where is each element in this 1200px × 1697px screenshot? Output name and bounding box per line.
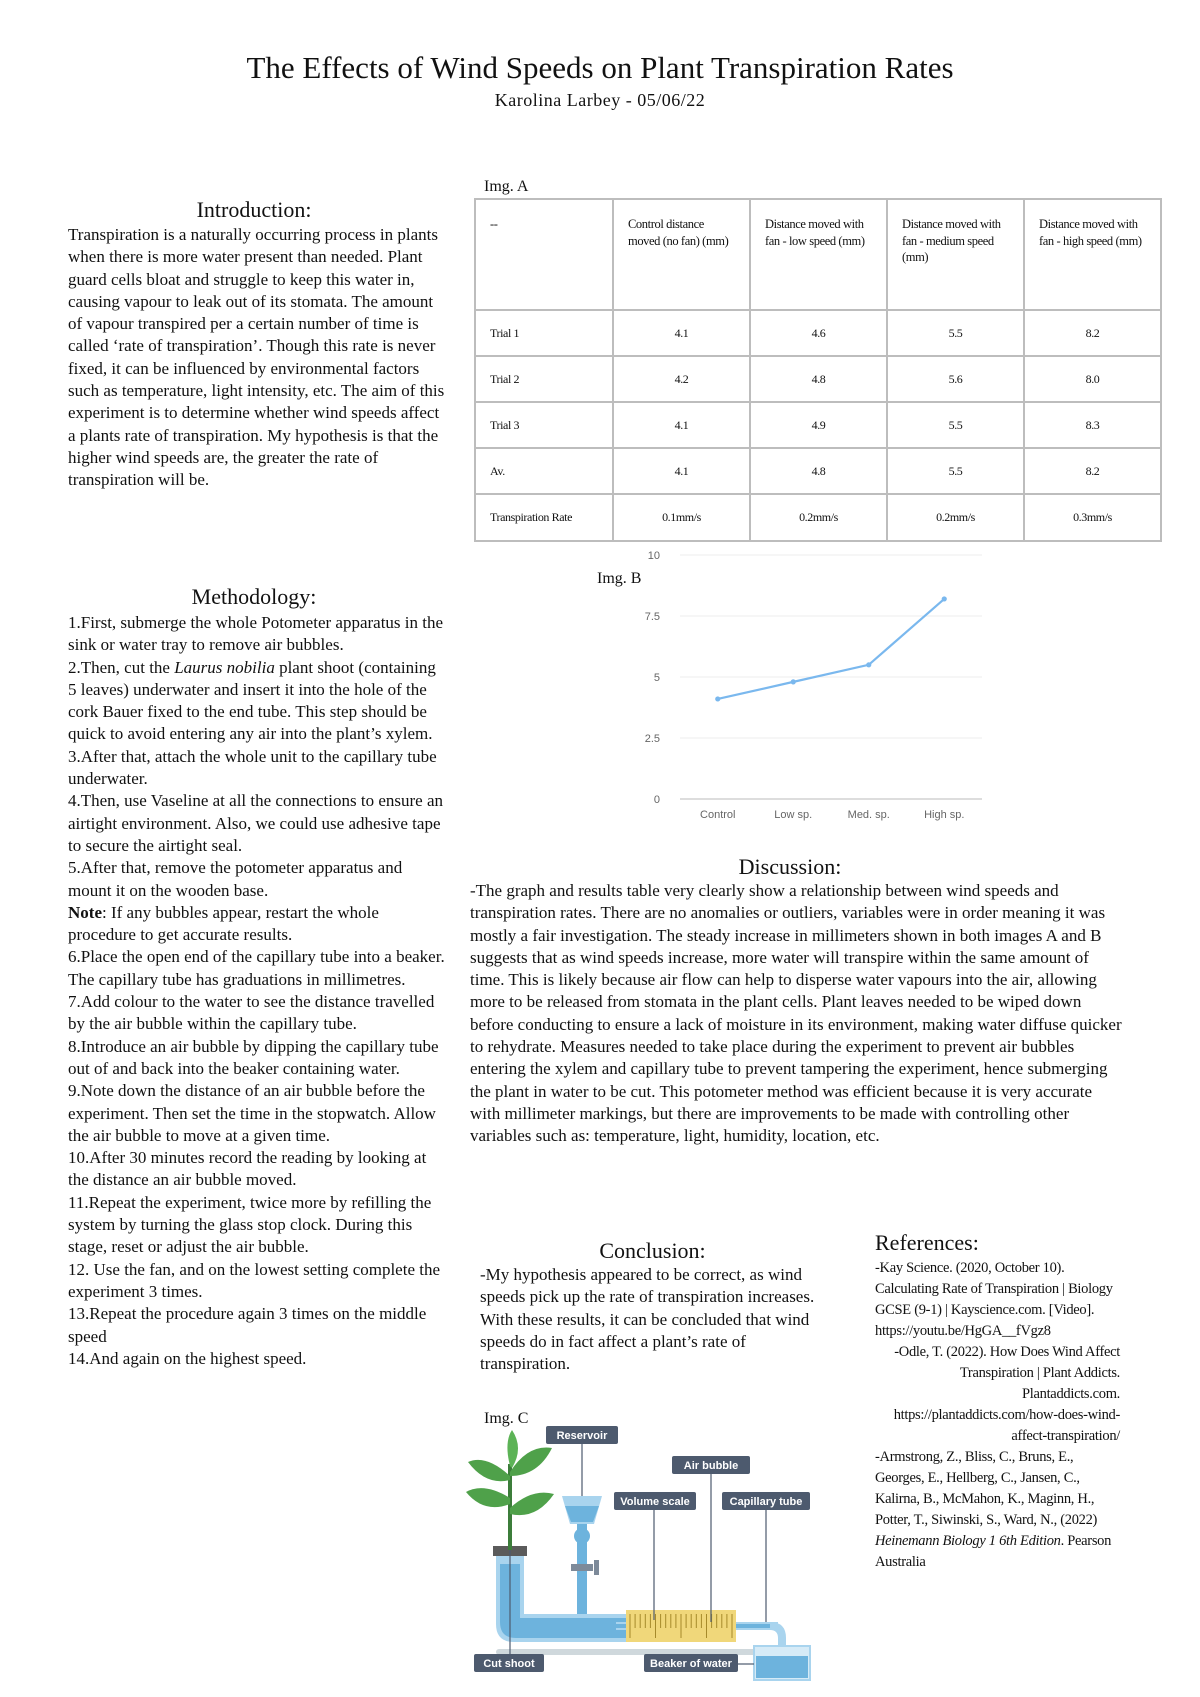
reference-item: -Armstrong, Z., Bliss, C., Bruns, E., Georges, E., Hellberg, C., Jansen, C., Kalirna, B., McMahon, K., Maginn, H., Potter, T., Siwinski, S., Ward, N., (2022) Heinemann Biology 1 6th Edition. Pearson Australia — [875, 1449, 1112, 1570]
table-header-row — [475, 199, 1161, 310]
method-step: 8.Introduce an air bubble by dipping the capillary tube out of and back into the beaker containing water. — [68, 1036, 439, 1078]
row-label: Av. — [475, 448, 613, 494]
table-cell: 0.2mm/s — [887, 494, 1024, 541]
table-cell: 4.1 — [613, 310, 750, 356]
method-step: 11.Repeat the experiment, twice more by refilling the system by turning the glass stop clock. During this stage, reset or adjust the air bubble. — [68, 1192, 432, 1257]
beaker-water — [756, 1656, 808, 1678]
table-cell: 0.2mm/s — [750, 494, 887, 541]
species-name: Laurus nobilia — [174, 657, 275, 677]
stop-clock — [571, 1564, 593, 1571]
table-header-cell: Distance moved with fan - high speed (mm) — [1024, 199, 1161, 310]
series-line — [718, 599, 945, 699]
beaker-label: Beaker of water — [650, 1658, 732, 1670]
table-row — [475, 310, 1161, 356]
img-c-label: Img. C — [484, 1410, 529, 1427]
method-step: 14.And again on the highest speed. — [68, 1348, 307, 1368]
row-label: Trial 3 — [475, 402, 613, 448]
capillary-tube-label: Capillary tube — [729, 1496, 803, 1508]
img-a-label: Img. A — [484, 178, 529, 195]
x-tick-label: Control — [700, 809, 736, 821]
methodology-heading: Methodology: — [191, 584, 317, 609]
reservoir-label: Reservoir — [556, 1430, 608, 1442]
author-date: Karolina Larbey - 05/06/22 — [494, 90, 706, 110]
table-cell: 0.3mm/s — [1024, 494, 1161, 541]
air-bubble-label: Air bubble — [683, 1460, 739, 1472]
reference-item: -Odle, T. (2022). How Does Wind Affect Transpiration | Plant Addicts. Plantaddicts.com. https://plantaddicts.com/how-does-wind-affect-transpiration/ — [893, 1344, 1120, 1444]
method-step: 2.Then, cut the Laurus nobilia plant shoot (containing 5 leaves) underwater and insert it into the hole of the cork Bauer fixed to the end tube. This step should be quick to avoid entering any air into the plant’s xylem. — [68, 657, 436, 744]
leaf — [507, 1430, 518, 1468]
discussion-text: -The graph and results table very clearly show a relationship between wind speeds and transpiration rates. There are no anomalies or outliers, variables were in order meaning it was mostly a fair investigation. The steady increase in millimeters shown in both images A and B suggests that as wind speeds increase, more water will transpire within the same amount of time. This is likely because air flow can help to disperse water vapours into the air, allowing more to be released from stomata in the plant cells. Plant leaves needed to be wiped down before conducting to ensure a lack of moisture in its environment, making water diffuse quicker to rehydrate. Measures needed to take place during the experiment to prevent air bubbles entering the xylem and capillary tube to prevent tampering the experiment, hence submerging the plant in water to be cut. This potometer method was efficient because it is very accurate with millimeter markings, but there are improvements to be made with controlling other variables such as: temperature, light, humidity, location, etc. — [470, 881, 1122, 1146]
table-cell: 0.1mm/s — [613, 494, 750, 541]
table-row — [475, 448, 1161, 494]
method-step: 9.Note down the distance of an air bubble before the experiment. Then set the time in the stopwatch. Allow the air bubble to move at a given time. — [68, 1081, 436, 1145]
method-step: 3.After that, attach the whole unit to the capillary tube underwater. — [68, 746, 437, 789]
x-tick-label: High sp. — [924, 809, 965, 821]
method-step: 12. Use the fan, and on the lowest setting complete the experiment 3 times. — [68, 1259, 441, 1301]
table-header-cell: -- — [475, 199, 613, 310]
table-cell: 5.6 — [887, 356, 1024, 402]
table-row — [475, 356, 1161, 402]
y-tick-label: 2.5 — [644, 733, 660, 745]
table-cell: 4.1 — [613, 402, 750, 448]
table-cell: 4.6 — [750, 310, 887, 356]
x-tick-label: Low sp. — [774, 809, 813, 821]
leaf — [466, 1488, 510, 1507]
method-step: 6.Place the open end of the capillary tube into a beaker. The capillary tube has graduations in millimetres. — [68, 947, 445, 989]
reference-item: -Kay Science. (2020, October 10). Calculating Rate of Transpiration | Biology GCSE (9-1) | Kayscience.com. [Video]. https://youtu.be/HgGA__fVgz8 — [875, 1260, 1113, 1339]
table-cell: 5.5 — [887, 448, 1024, 494]
y-tick-label: 0 — [653, 794, 660, 806]
introduction-text: Transpiration is a naturally occurring process in plants when there is more water present than needed. Plant guard cells bloat and struggle to keep this water in, causing vapour to leak out of its stomata. The amount of vapour transpired per a certain number of time is called ‘rate of transpiration’. Though this rate is never fixed, it can be influenced by environmental factors such as temperature, light intensity, etc. The aim of this experiment is to determine whether wind speeds affect a plants rate of transpiration. My hypothesis is that the higher wind speeds are, the greater the rate of transpiration will be. — [68, 225, 445, 490]
method-step: 10.After 30 minutes record the reading by looking at the distance an air bubble moved. — [68, 1148, 427, 1190]
img-b-label: Img. B — [597, 570, 642, 587]
method-note: Note: If any bubbles appear, restart the whole procedure to get accurate results. — [68, 902, 379, 945]
table-cell: 4.8 — [750, 356, 887, 402]
data-point — [942, 596, 947, 601]
row-label: Trial 2 — [475, 356, 613, 402]
method-step: 1.First, submerge the whole Potometer apparatus in the sink or water tray to remove air bubbles. — [68, 613, 444, 655]
introduction-heading: Introduction: — [196, 197, 312, 222]
conclusion-text: -My hypothesis appeared to be correct, as wind speeds pick up the rate of transpiration increases. With these results, it can be concluded that wind speeds do in fact affect a plant’s rate of transpiration. — [480, 1265, 815, 1374]
reservoir-bulb — [574, 1528, 590, 1544]
table-cell: 4.8 — [750, 448, 887, 494]
x-tick-label: Med. sp. — [847, 809, 890, 821]
table-cell: 4.1 — [613, 448, 750, 494]
y-tick-label: 5 — [653, 672, 660, 684]
table-row — [475, 402, 1161, 448]
cut-shoot-label: Cut shoot — [483, 1658, 535, 1670]
row-label: Transpiration Rate — [475, 494, 613, 541]
data-point — [791, 679, 796, 684]
table-cell: 4.2 — [613, 356, 750, 402]
table-header-cell: Control distance moved (no fan) (mm) — [613, 199, 750, 310]
y-tick-label: 7.5 — [644, 611, 660, 623]
book-title: Heinemann Biology 1 6th Edition — [875, 1533, 1061, 1549]
table-cell: 5.5 — [887, 310, 1024, 356]
method-step: 5.After that, remove the potometer apparatus and mount it on the wooden base. — [68, 858, 403, 900]
references-heading: References: — [875, 1230, 979, 1255]
volume-scale-label: Volume scale — [620, 1496, 690, 1508]
table-cell: 8.3 — [1024, 402, 1161, 448]
table-header-cell: Distance moved with fan - medium speed (mm) — [887, 199, 1024, 310]
y-tick-label: 10 — [647, 550, 660, 562]
table-cell: 4.9 — [750, 402, 887, 448]
results-table — [474, 198, 1162, 542]
line-chart — [630, 543, 990, 843]
data-point — [715, 696, 720, 701]
references-list — [875, 1258, 1120, 1573]
potometer-diagram — [466, 1424, 856, 1682]
row-label: Trial 1 — [475, 310, 613, 356]
table-row — [475, 494, 1161, 541]
table-cell: 8.2 — [1024, 448, 1161, 494]
table-header-cell: Distance moved with fan - low speed (mm) — [750, 199, 887, 310]
table-cell: 8.2 — [1024, 310, 1161, 356]
methodology-steps — [68, 612, 448, 1370]
method-step: 13.Repeat the procedure again 3 times on the middle speed — [68, 1304, 427, 1346]
method-step: 7.Add colour to the water to see the distance travelled by the air bubble within the capillary tube. — [68, 992, 435, 1034]
table-cell: 8.0 — [1024, 356, 1161, 402]
conclusion-heading: Conclusion: — [599, 1238, 706, 1263]
stop-clock-handle — [594, 1560, 599, 1575]
discussion-heading: Discussion: — [738, 854, 842, 879]
method-step: 4.Then, use Vaseline at all the connections to ensure an airtight environment. Also, we could use adhesive tape to secure the airtight seal. — [68, 791, 443, 855]
leaf — [510, 1493, 554, 1516]
table-cell: 5.5 — [887, 402, 1024, 448]
page-title: The Effects of Wind Speeds on Plant Transpiration Rates — [246, 50, 954, 85]
data-point — [866, 662, 871, 667]
leaf — [468, 1460, 510, 1481]
